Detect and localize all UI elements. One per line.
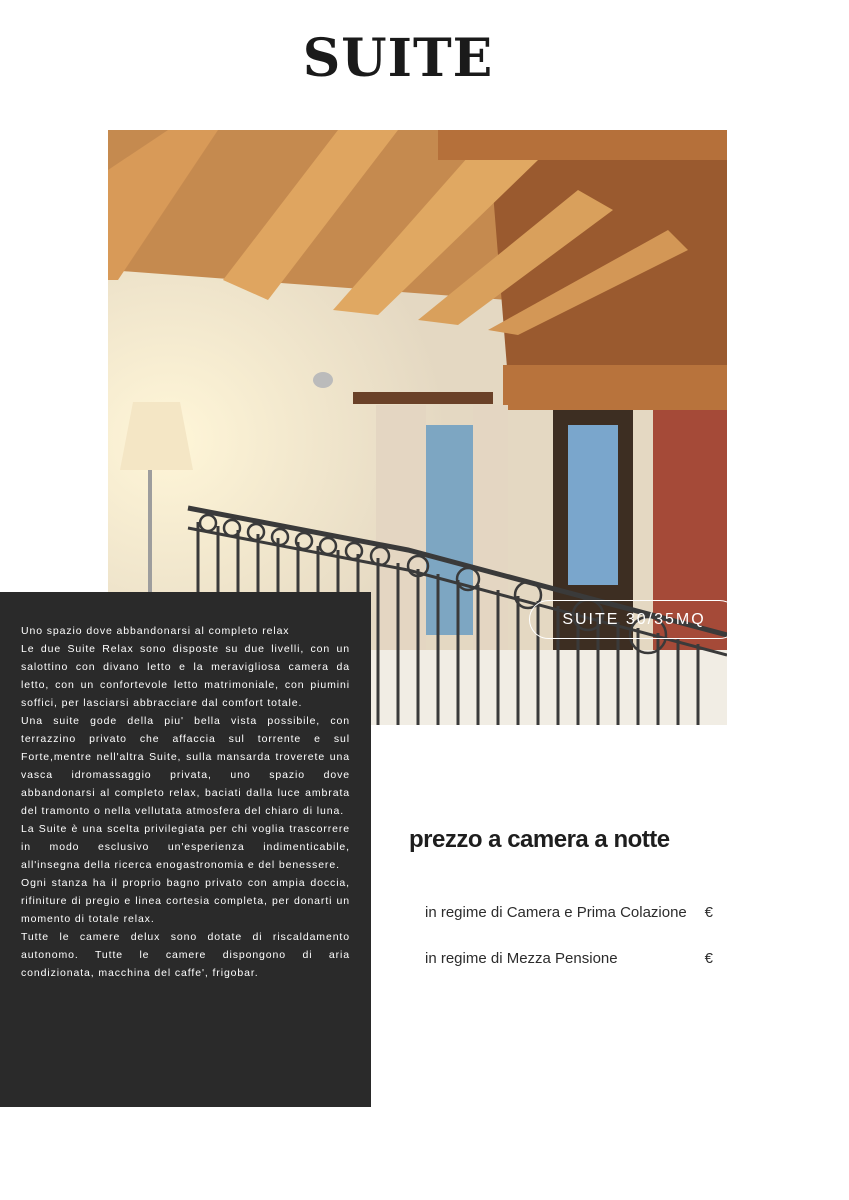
description-paragraph: Uno spazio dove abbandonarsi al completo relax (21, 625, 290, 637)
price-row-label: in regime di Camera e Prima Colazione (425, 904, 687, 921)
description-box (0, 592, 371, 1107)
description-paragraph: Ogni stanza ha il proprio bagno privato con ampia doccia, rifiniture di pregio e linea cortesia completa, per donarti un momento di totale relax. (21, 877, 350, 925)
price-row-currency: € (704, 950, 713, 967)
description-paragraph: La Suite è una scelta privilegiata per chi voglia trascorrere in modo esclusivo un'esperienza indimenticabile, all'insegna della ricerca enogastronomia e del benessere. (21, 823, 350, 871)
description-paragraph: Tutte le camere delux sono dotate di riscaldamento autonomo. Tutte le camere dispongono di aria condizionata, macchina del caffe', frigobar. (21, 931, 350, 979)
page-title: SUITE (302, 28, 494, 89)
price-row-half-board (425, 950, 713, 967)
price-row-label: in regime di Mezza Pensione (425, 950, 618, 967)
suite-size-badge: SUITE 30/35MQ (529, 600, 739, 639)
description-paragraph: Una suite gode della piu' bella vista possibile, con terrazzino privato che affaccia sul torrente e sul Forte,mentre nell'altra Suite, sulla mansarda troverete una vasca idromassaggio privata, uno spazio dove abbandonarsi al completo relax, baciati dalla luce ambrata del tramonto o nella vellutata atmosfera del chiaro di luna. (21, 715, 350, 817)
price-row-breakfast (425, 904, 713, 921)
pricing-title: prezzo a camera a notte (409, 826, 670, 853)
price-row-currency: € (704, 904, 713, 921)
description-paragraph: Le due Suite Relax sono disposte su due livelli, con un salottino con divano letto e la meravigliosa camera da letto, con un confortevole letto matrimoniale, con piumini soffici, per lasciarsi abbracciare dal comfort totale. (21, 643, 350, 709)
